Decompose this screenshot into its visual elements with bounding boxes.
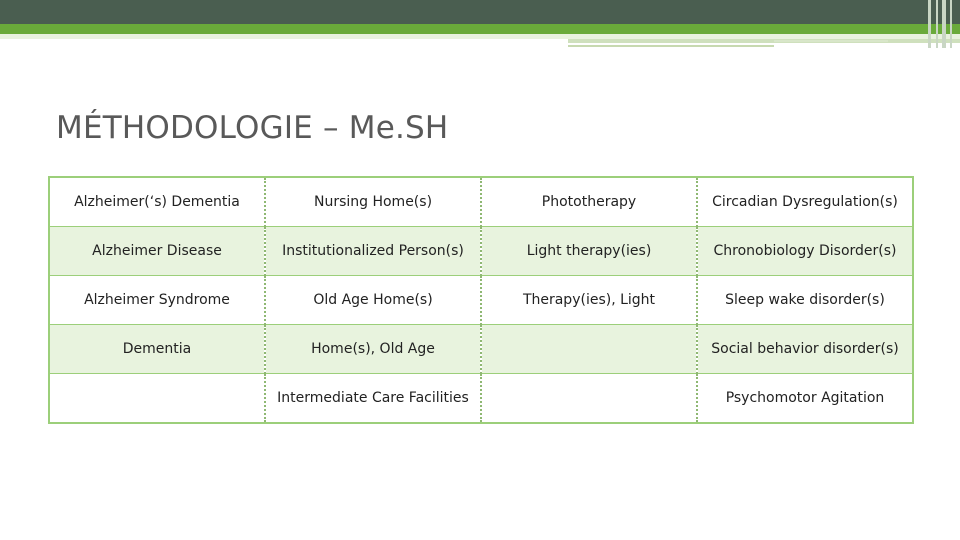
table-cell: Phototherapy <box>481 177 697 227</box>
table-cell: Alzheimer Syndrome <box>49 276 265 325</box>
table-cell: Home(s), Old Age <box>265 325 481 374</box>
header-accent-line <box>568 39 960 43</box>
table-cell: Alzheimer(‘s) Dementia <box>49 177 265 227</box>
table-cell: Institutionalized Person(s) <box>265 227 481 276</box>
corner-stripes-decoration <box>922 0 960 48</box>
table-cell: Alzheimer Disease <box>49 227 265 276</box>
header-banner-dark <box>0 0 960 24</box>
table-cell: Intermediate Care Facilities <box>265 374 481 424</box>
mesh-terms-table <box>48 176 914 424</box>
table-cell: Circadian Dysregulation(s) <box>697 177 913 227</box>
table-cell: Nursing Home(s) <box>265 177 481 227</box>
table-cell <box>481 325 697 374</box>
table-row <box>49 227 913 276</box>
table-cell: Social behavior disorder(s) <box>697 325 913 374</box>
table-row <box>49 177 913 227</box>
table-cell: Psychomotor Agitation <box>697 374 913 424</box>
table-cell: Old Age Home(s) <box>265 276 481 325</box>
header-accent-line <box>774 40 888 42</box>
table-cell: Sleep wake disorder(s) <box>697 276 913 325</box>
table-cell: Therapy(ies), Light <box>481 276 697 325</box>
header-banner-green <box>0 24 960 34</box>
table-cell: Light therapy(ies) <box>481 227 697 276</box>
table-row <box>49 325 913 374</box>
table-cell <box>49 374 265 424</box>
table-row <box>49 276 913 325</box>
table-cell: Dementia <box>49 325 265 374</box>
page-title: MÉTHODOLOGIE – Me.SH <box>56 110 449 146</box>
table-cell <box>481 374 697 424</box>
table-row <box>49 374 913 424</box>
header-accent-line <box>568 45 774 47</box>
table-cell: Chronobiology Disorder(s) <box>697 227 913 276</box>
